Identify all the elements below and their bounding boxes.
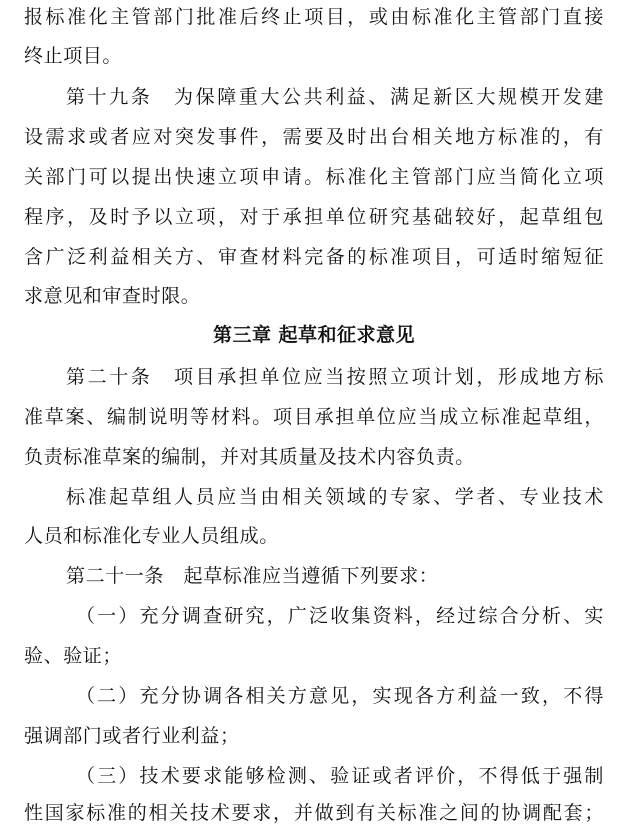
- paragraph-line: 程序，及时予以立项，对于承担单位研究基础较好，起草组包: [24, 206, 604, 228]
- list-item-line: （三）技术要求能够检测、验证或者评价，不得低于强制: [76, 765, 604, 787]
- paragraph-line: 终止项目。: [24, 45, 123, 67]
- paragraph-line: 标准起草组人员应当由相关领域的专家、学者、专业技术: [66, 486, 604, 508]
- paragraph-line: 人员和标准化专业人员组成。: [24, 525, 279, 547]
- paragraph-line: 负责标准草案的编制，并对其质量及技术内容负责。: [24, 446, 475, 468]
- paragraph-line: 报标准化主管部门批准后终止项目，或由标准化主管部门直接: [24, 6, 604, 28]
- paragraph-line: 准草案、编制说明等材料。项目承担单位应当成立标准起草组，: [24, 406, 604, 428]
- list-item-line: 强调部门或者行业利益；: [24, 725, 240, 747]
- list-item-line: （一）充分调查研究，广泛收集资料，经过综合分析、实: [76, 605, 604, 627]
- list-item-line: （二）充分协调各相关方意见，实现各方利益一致，不得: [76, 685, 604, 707]
- chapter-heading: 第三章 起草和征求意见: [212, 324, 416, 346]
- list-item-line: 验、验证；: [24, 645, 123, 667]
- article-19-line: 第十九条 为保障重大公共利益、满足新区大规模开发建: [66, 86, 604, 108]
- article-21-line: 第二十一条 起草标准应当遵循下列要求：: [66, 565, 439, 587]
- paragraph-line: 求意见和审查时限。: [24, 285, 201, 307]
- list-item-line: 性国家标准的相关技术要求，并做到有关标准之间的协调配套；: [24, 802, 604, 824]
- paragraph-line: 含广泛利益相关方、审查材料完备的标准项目，可适时缩短征: [24, 246, 604, 268]
- article-20-line: 第二十条 项目承担单位应当按照立项计划，形成地方标: [66, 366, 604, 388]
- paragraph-line: 设需求或者应对突发事件，需要及时出台相关地方标准的，有: [24, 126, 604, 148]
- paragraph-line: 关部门可以提出快速立项申请。标准化主管部门应当简化立项: [24, 166, 604, 188]
